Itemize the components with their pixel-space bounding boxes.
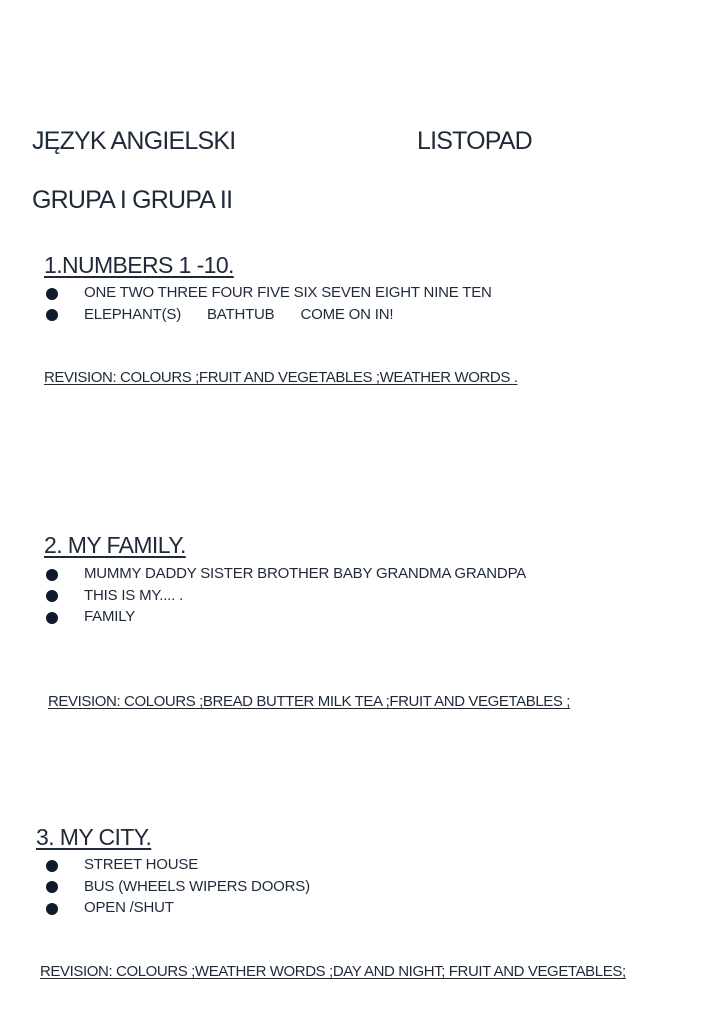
list-item-text: BATHTUB [207,305,275,323]
bullet-icon [46,903,58,915]
revision-note: REVISION: COLOURS ;WEATHER WORDS ;DAY AND NIGHT; FRUIT AND VEGETABLES; [40,963,626,980]
bullet-icon [46,612,58,624]
section-list-city [46,854,310,919]
list-item-text: OPEN /SHUT [84,899,174,916]
revision-note: REVISION: COLOURS ;BREAD BUTTER MILK TEA ;FRUIT AND VEGETABLES ; [48,693,571,710]
list-item [46,585,526,607]
bullet-icon [46,569,58,581]
bullet-icon [46,309,58,321]
subject-title: JĘZYK ANGIELSKI [32,127,236,155]
list-item [46,897,310,919]
section-list-family [46,563,526,628]
section-heading-family: 2. MY FAMILY. [44,532,186,558]
list-item-text: THIS IS MY.... . [84,586,184,604]
list-item-text: STREET HOUSE [84,856,199,873]
section-heading-city: 3. MY CITY. [36,824,152,850]
list-item [46,282,492,304]
groups-title: GRUPA I GRUPA II [32,186,233,214]
list-item [46,606,526,628]
bullet-icon [46,860,58,872]
list-item-text: ELEPHANT(S) [84,305,181,323]
bullet-icon [46,288,58,300]
list-item-text: COME ON IN! [300,305,394,323]
revision-note: REVISION: COLOURS ;FRUIT AND VEGETABLES ;WEATHER WORDS . [44,369,518,386]
list-item-text: ONE TWO THREE FOUR FIVE SIX SEVEN EIGHT NINE TEN [84,284,492,301]
list-item-text: FAMILY [84,608,136,625]
bullet-icon [46,881,58,893]
list-item [46,854,310,876]
bullet-icon [46,590,58,602]
list-item [46,876,310,898]
list-item [46,304,492,326]
list-item-text: MUMMY DADDY SISTER BROTHER BABY GRANDMA GRANDPA [84,565,527,582]
list-item [46,563,526,585]
list-item-text: BUS (WHEELS WIPERS DOORS) [84,877,310,895]
section-list-numbers [46,282,492,325]
month-title: LISTOPAD [417,127,532,155]
section-heading-numbers: 1.NUMBERS 1 -10. [44,252,234,278]
